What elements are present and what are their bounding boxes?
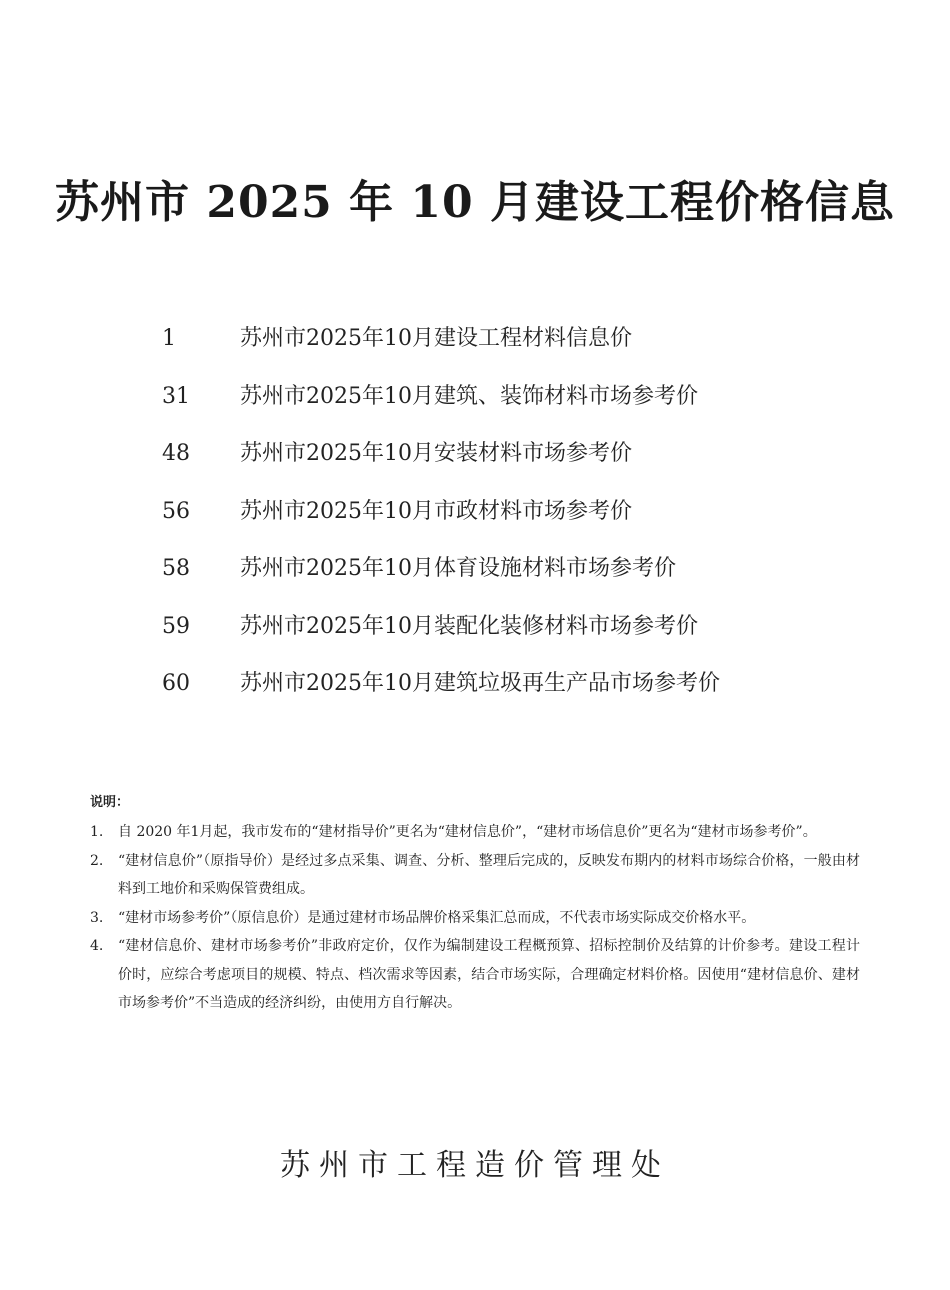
toc-label: 苏州市2025年10月建筑垃圾再生产品市场参考价: [240, 671, 720, 696]
toc-page-number: 60: [162, 671, 190, 696]
note-text: 自 2020 年1月起，我市发布的“建材指导价”更名为“建材信息价”，“建材市场信息价”更名为“建材市场参考价”。: [118, 824, 817, 840]
toc-page-number: 59: [162, 613, 190, 639]
note-text: “建材信息价、建材市场参考价”非政府定价，仅作为编制建设工程概预算、招标控制价及结算的计价参考。建设工程计价时，应综合考虑项目的规模、特点、档次需求等因素，结合市场实际，合理确定材料价格。因使用“建材信息价、建材市场参考价”不当造成的经济纠纷，由使用方自行解决。: [118, 938, 860, 1011]
note-item: [90, 932, 860, 1018]
toc-item[interactable]: [162, 667, 720, 725]
toc-page-number: 1: [162, 326, 176, 351]
note-number: 3.: [90, 909, 104, 926]
toc-item[interactable]: [162, 322, 720, 380]
toc-page-number: 48: [162, 441, 190, 466]
note-number: 1.: [90, 824, 104, 840]
toc-item[interactable]: [162, 437, 720, 495]
toc-label: 苏州市2025年10月市政材料市场参考价: [240, 498, 632, 524]
toc-page-number: 58: [162, 556, 190, 581]
toc-item[interactable]: [162, 495, 720, 553]
toc-item[interactable]: [162, 610, 720, 668]
note-text: “建材市场参考价”（原信息价）是通过建材市场品牌价格采集汇总而成，不代表市场实际成交价格水平。: [118, 909, 756, 926]
toc-label: 苏州市2025年10月装配化装修材料市场参考价: [240, 613, 698, 639]
toc-label: 苏州市2025年10月安装材料市场参考价: [240, 441, 632, 466]
note-text: “建材信息价”（原指导价）是经过多点采集、调查、分析、整理后完成的，反映发布期内的材料市场综合价格，一般由材料到工地价和采购保管费组成。: [118, 852, 860, 897]
toc-label: 苏州市2025年10月建设工程材料信息价: [240, 326, 632, 351]
toc-item[interactable]: [162, 552, 720, 610]
notes-section: [90, 792, 860, 1018]
note-number: 2.: [90, 852, 104, 869]
toc-page-number: 56: [162, 498, 190, 524]
table-of-contents: [162, 322, 720, 725]
toc-page-number: 31: [162, 383, 190, 409]
note-item: [90, 818, 860, 847]
note-item: [90, 847, 860, 904]
note-number: 4.: [90, 938, 104, 954]
issuer-name: 苏州市工程造价管理处: [280, 1148, 670, 1183]
notes-title: 说明：: [90, 795, 130, 810]
toc-label: 苏州市2025年10月体育设施材料市场参考价: [240, 556, 676, 581]
page-title: 苏州市 2025 年 10 月建设工程价格信息: [55, 177, 895, 228]
note-item: [90, 904, 860, 933]
toc-label: 苏州市2025年10月建筑、装饰材料市场参考价: [240, 383, 698, 409]
toc-item[interactable]: [162, 380, 720, 438]
